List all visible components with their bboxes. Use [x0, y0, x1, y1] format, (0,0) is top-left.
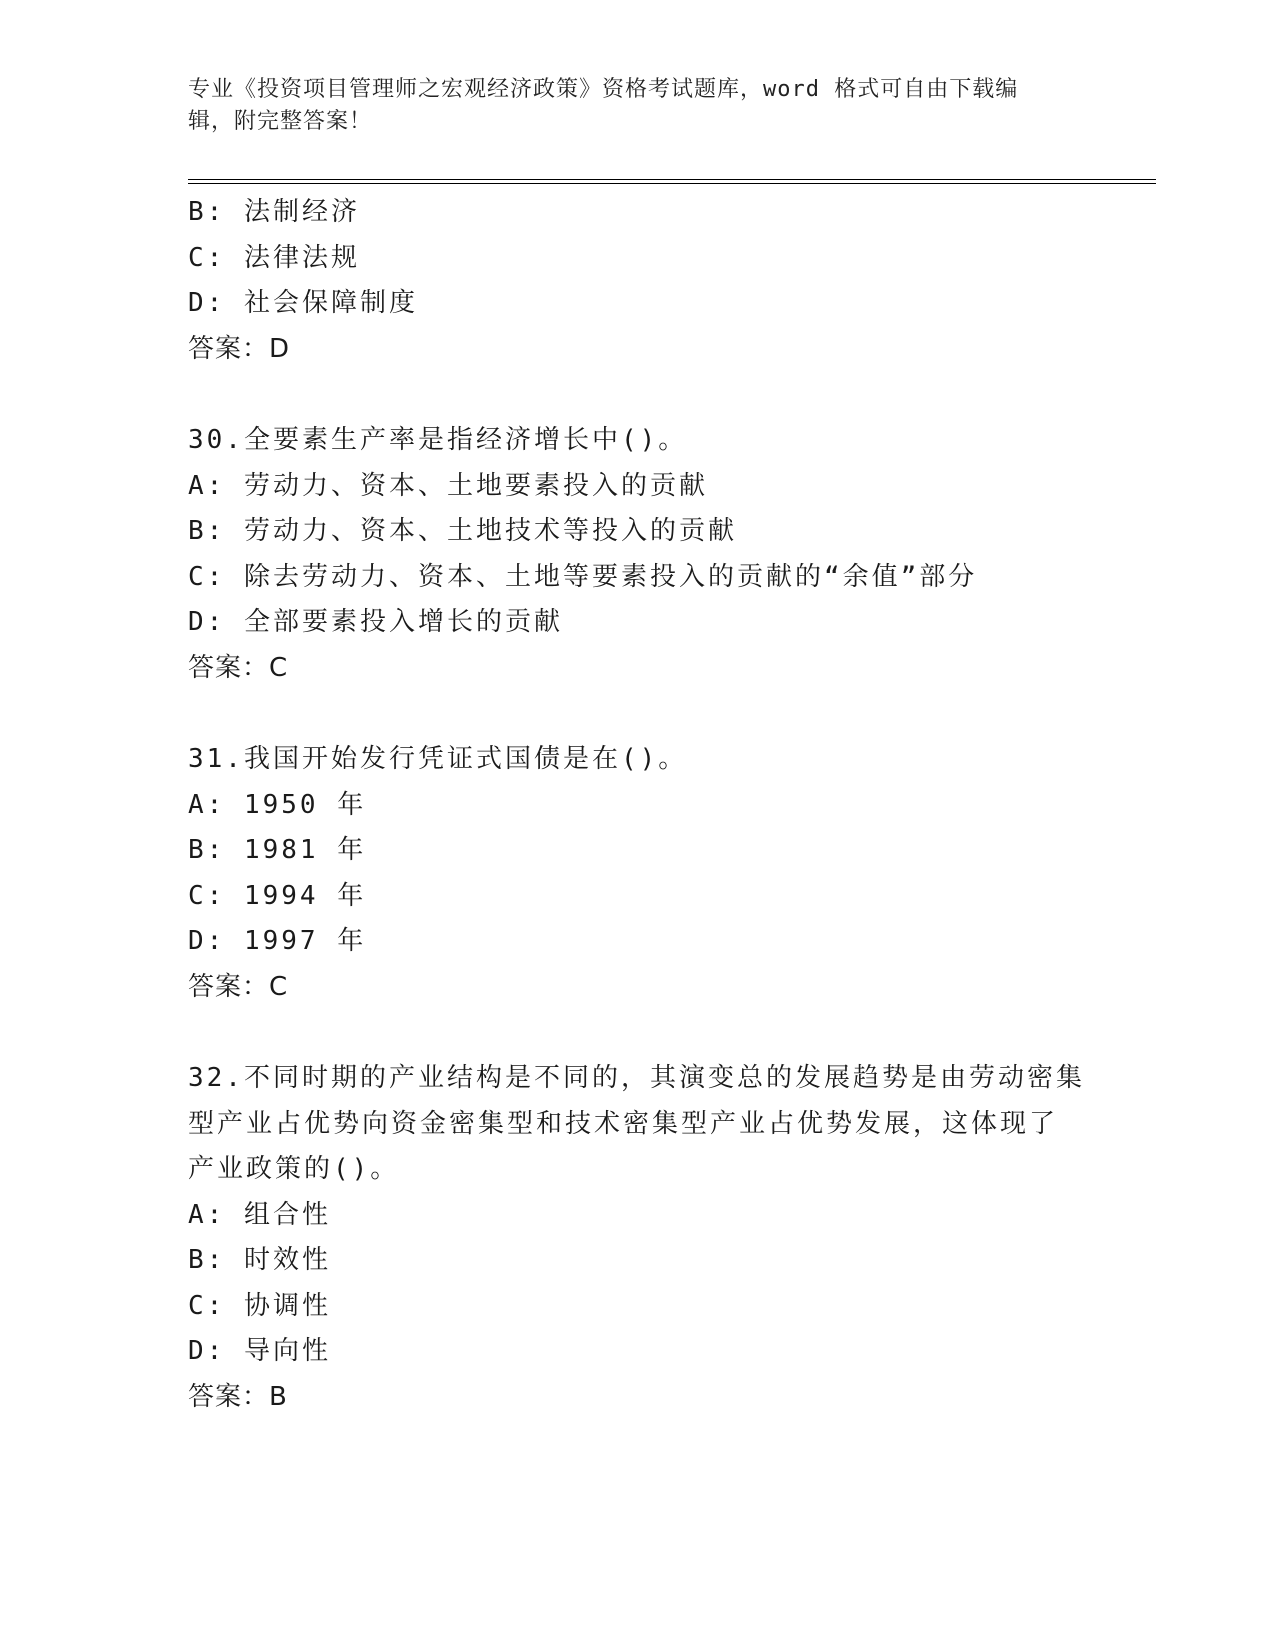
question-stem: 30.全要素生产率是指经济增长中()。 [188, 425, 688, 455]
option-b: B: 劳动力、资本、土地技术等投入的贡献 [188, 516, 737, 546]
option-c: C: 法律法规 [188, 242, 360, 273]
option-d: D: 社会保障制度 [188, 288, 418, 318]
question-31 [188, 737, 1088, 1010]
option-d: D: 导向性 [188, 1336, 331, 1366]
option-d: D: 全部要素投入增长的贡献 [188, 607, 563, 637]
answer: 答案：C [188, 652, 289, 683]
header-rule-bottom [188, 183, 1156, 184]
question-stem-line-3: 产业政策的()。 [188, 1154, 400, 1184]
option-a: A: 1950 年 [188, 789, 367, 820]
answer: 答案：B [188, 1381, 288, 1412]
option-a: A: 组合性 [188, 1199, 331, 1230]
question-list [188, 190, 1088, 1420]
header-line-1: 专业《投资项目管理师之宏观经济政策》资格考试题库，word 格式可自由下载编 [188, 77, 1019, 102]
header-line-2: 辑，附完整答案！ [188, 109, 373, 134]
question-stem: 31.我国开始发行凭证式国债是在()。 [188, 744, 688, 774]
answer: 答案：D [188, 333, 291, 364]
option-b: B: 法制经济 [188, 197, 360, 227]
question-stem-line-2: 型产业占优势向资金密集型和技术密集型产业占优势发展，这体现了 [188, 1108, 1059, 1139]
question-32 [188, 1056, 1088, 1420]
option-b: B: 时效性 [188, 1245, 331, 1275]
question-30 [188, 418, 1088, 691]
option-a: A: 劳动力、资本、土地要素投入的贡献 [188, 470, 708, 501]
option-b: B: 1981 年 [188, 835, 367, 865]
question-29-continuation [188, 190, 1088, 372]
document-header [188, 74, 1088, 138]
option-c: C: 除去劳动力、资本、土地等要素投入的贡献的“余值”部分 [188, 561, 978, 592]
header-rule-top [188, 179, 1156, 180]
answer: 答案：C [188, 971, 289, 1002]
option-c: C: 1994 年 [188, 880, 367, 911]
option-c: C: 协调性 [188, 1290, 331, 1321]
option-d: D: 1997 年 [188, 926, 367, 956]
question-stem-line-1: 32.不同时期的产业结构是不同的，其演变总的发展趋势是由劳动密集 [188, 1063, 1085, 1093]
